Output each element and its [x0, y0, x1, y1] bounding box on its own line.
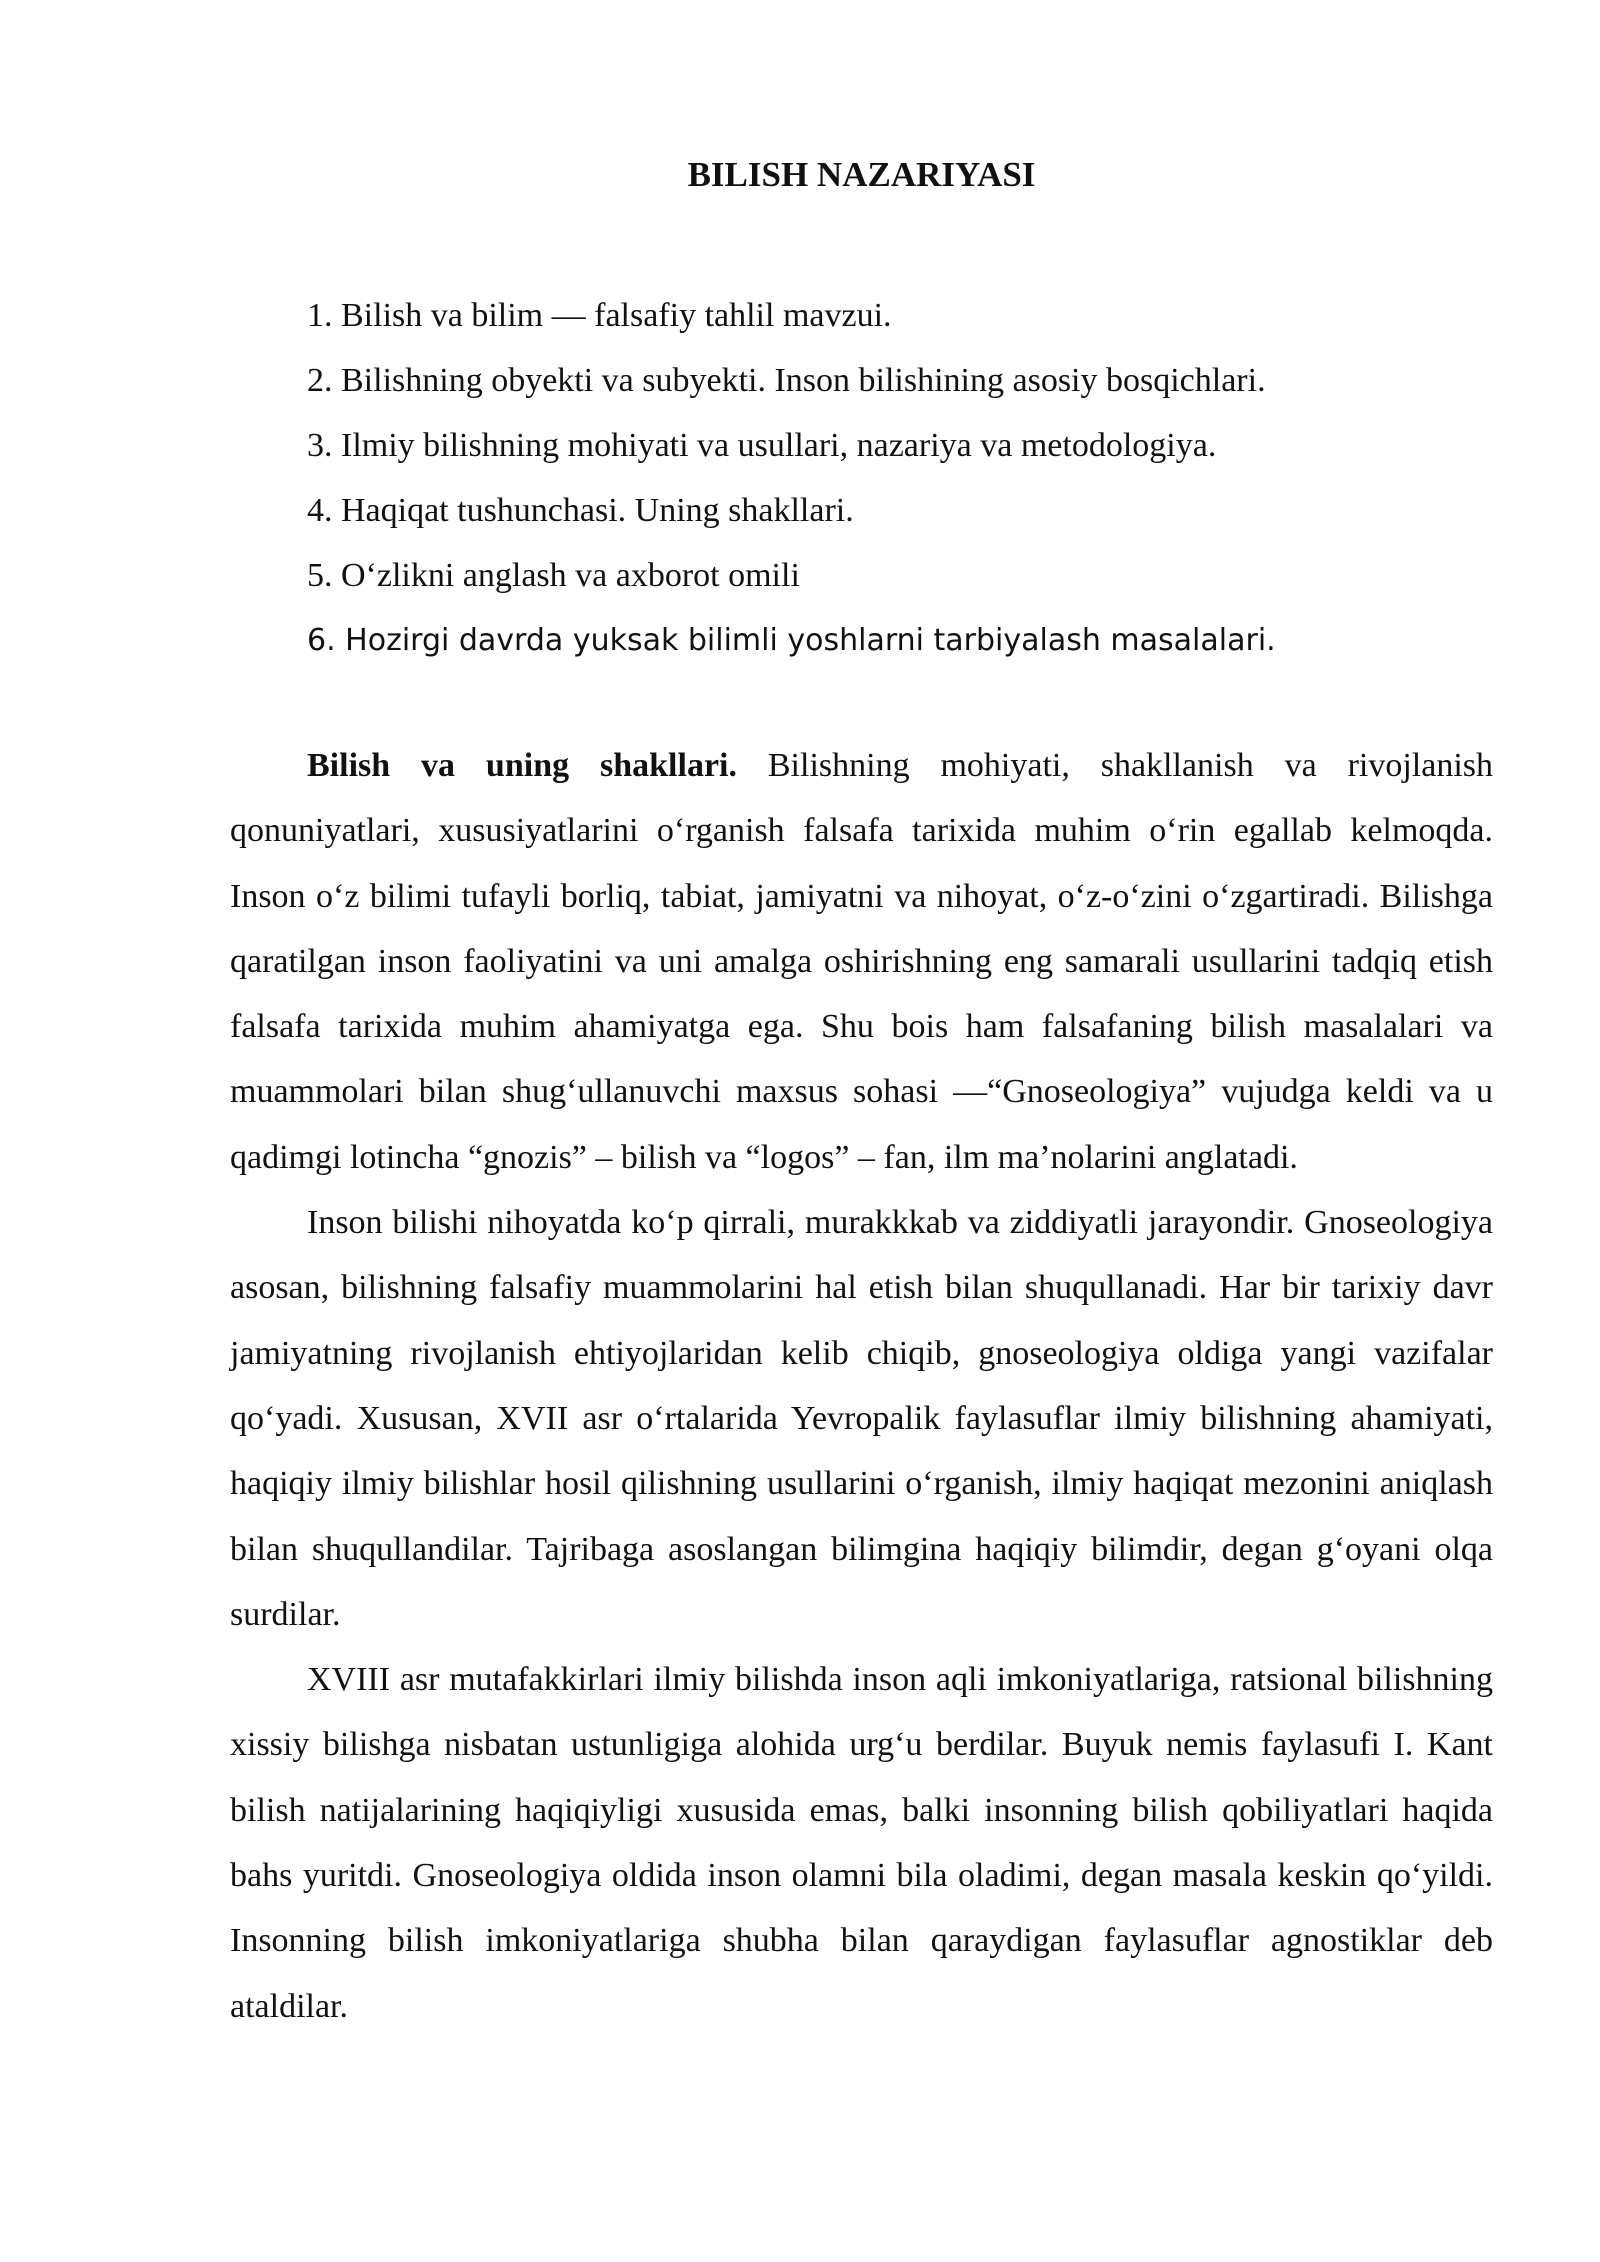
- paragraph-3: XVIII asr mutafakkirlari ilmiy bilishda inson aqli imkoniyatlariga, ratsional bilishning xissiy bilishga nisbatan ustunligiga alohida urg‘u berdilar. Buyuk nemis faylasufi I. Kant bilish natijalarining haqiqiyligi xususida emas, balki insonning bilish qobiliyatlari haqida bahs yuritdi. Gnoseologiya oldida inson olamni bila oladimi, degan masala keskin qo‘yildi. Insonning bilish imkoniyatlariga shubha bilan qaraydigan faylasuflar agnostiklar deb ataldilar.: [230, 1661, 1493, 2025]
- paragraph-1-text: Bilishning mohiyati, shakllanish va rivojlanish qonuniyatlari, xususiyatlarini o‘rganish falsafa tarixida muhim o‘rin egallab kelmoqda. Inson o‘z bilimi tufayli borliq, tabiat, jamiyatni va nihoyat, o‘z-o‘zini o‘zgartiradi. Bilishga qaratilgan inson faoliyatini va uni amalga oshirishning eng samarali usullarini tadqiq etish falsafa tarixida muhim ahamiyatga ega. Shu bois ham falsafaning bilish masalalari va muammolari bilan shug‘ullanuvchi maxsus sohasi —“Gnoseologiya” vujudga keldi va u qadimgi lotincha “gnozis” – bilish va “logos” – fan, ilm ma’nolarini anglatadi.: [230, 747, 1494, 1176]
- paragraph-1: [230, 733, 1493, 1190]
- topic-item-3: 3. Ilmiy bilishning mohiyati va usullari, nazariya va metodologiya.: [307, 427, 1217, 464]
- document-page: [230, 0, 1493, 2262]
- section-heading: Bilish va uning shakllari.: [307, 747, 737, 784]
- topic-item-4: 4. Haqiqat tushunchasi. Uning shakllari.: [307, 492, 854, 529]
- topics-list: [307, 283, 1276, 673]
- document-title: BILISH NAZARIYASI: [687, 155, 1036, 194]
- body-text: [230, 733, 1493, 2039]
- topic-item-2: 2. Bilishning obyekti va subyekti. Inson bilishining asosiy bosqichlari.: [307, 362, 1266, 399]
- topic-item-5: 5. O‘zlikni anglash va axborot omili: [307, 557, 800, 594]
- topic-item-1: 1. Bilish va bilim — falsafiy tahlil mavzui.: [307, 297, 892, 334]
- topic-item-6: 6. Hozirgi davrda yuksak bilimli yoshlarni tarbiyalash masalalari.: [307, 623, 1276, 658]
- paragraph-2: Inson bilishi nihoyatda ko‘p qirrali, murakkkab va ziddiyatli jarayondir. Gnoseologiya asosan, bilishning falsafiy muammolarini hal etish bilan shuqullanadi. Har bir tarixiy davr jamiyatning rivojlanish ehtiyojlaridan kelib chiqib, gnoseologiya oldiga yangi vazifalar qo‘yadi. Xususan, XVII asr o‘rtalarida Yevropalik faylasuflar ilmiy bilishning ahamiyati, haqiqiy ilmiy bilishlar hosil qilishning usullarini o‘rganish, ilmiy haqiqat mezonini aniqlash bilan shuqullandilar. Tajribaga asoslangan bilimgina haqiqiy bilimdir, degan g‘oyani olqa surdilar.: [230, 1204, 1493, 1633]
